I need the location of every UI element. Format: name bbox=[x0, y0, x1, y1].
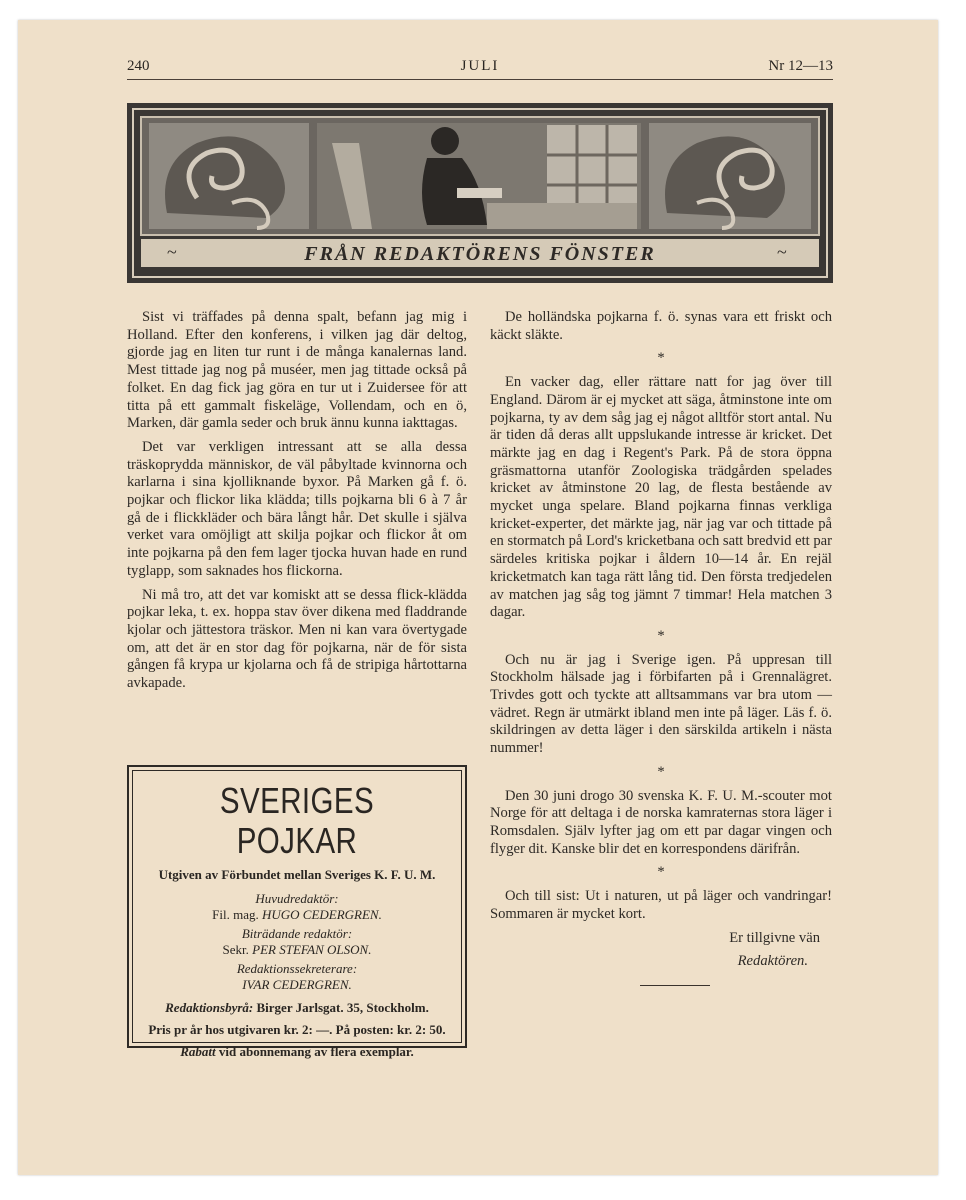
header-month: JULI bbox=[460, 58, 500, 74]
chief-editor-role: Huvudredaktör: bbox=[255, 891, 339, 906]
paragraph: Den 30 juni drogo 30 svenska K. F. U. M.-scouter mot Norge för att deltaga i de norska kamraternas stora läger i Romsdalen. Själv lyfter jag om ett par dagar vingen och flyger dit. Kanske blir det en korrespondens därifrån. bbox=[490, 787, 832, 857]
paragraph: Det var verkligen intressant att se alla dessa träskoprydda människor, de väl påbyltade kvinnorna och karlarna i sina kjolliknande byxor. På Marken gå f. ö. pojkar och flickor lika klädda; tills pojkarna bli 6 à 7 år gå de i flickkläder och bära långt hår. Det skulle i själva verket vara omöjligt att skilja pojkar och flickor åt om inte pojkarna på den fem lager tjocka huvan hade en rund tyglapp, som saknades hos flickorna. bbox=[127, 438, 467, 579]
closing-line: Er tillgivne vän bbox=[729, 929, 820, 946]
discount-text: vid abonnemang av flera exemplar. bbox=[218, 1044, 414, 1059]
paragraph: Sist vi träffades på denna spalt, befann jag mig i Holland. Efter den konferens, i vilken jag där deltog, gjorde jag en liten tur runt i de många kanalernas land. Mest tittade jag nog på muséer, men jag tittade också på folket. En dag fick jag göra en tur ut i Zuidersee för att titta på ett gammalt fiskeläge, Vollendam, och en ö, Marken, där gamla seder och bruk ännu kunna iakttagas. bbox=[127, 309, 467, 432]
chief-editor-name: HUGO CEDERGREN. bbox=[261, 907, 382, 922]
publisher-line: Utgiven av Förbundet mellan Sveriges K. F. U. M. bbox=[158, 867, 436, 882]
right-column bbox=[490, 309, 832, 986]
assistant-editor-role: Biträdande redaktör: bbox=[241, 926, 353, 941]
paragraph: Ni må tro, att det var komiskt att se dessa flick-klädda pojkar leka, t. ex. hoppa stav över dikena med fladdrande kjolar och jättestora träskor. Men ni kan vara övertygade om, att det är en stor dag för pojkarna, när de för sista gången få krypa ur kjolarna och få de stripiga hårtottarna avkapade. bbox=[127, 586, 467, 692]
office-label: Redaktionsbyrå: bbox=[165, 1000, 254, 1015]
closing-rule bbox=[640, 985, 710, 986]
paragraph: Och nu är jag i Sverige igen. På uppresan till Stockholm hälsade jag i förbifarten på i Grennalägret. Trivdes gott och tyckte att alltsammans var bra utom — vädret. Regn är utmärkt ibland men inte på läger. Läs f. ö. skildringen av detta läger i den särskilda artikeln i nästa nummer! bbox=[490, 651, 832, 757]
header-rule bbox=[127, 79, 833, 80]
paragraph: En vacker dag, eller rättare natt for jag över till England. Därom är ej mycket att säga, åtminstone inte om pojkarna, ty av dem såg jag ej något alltför stort antal. Nu är tiden då deras allt uppslukande intresse är kricket. Det märkte jag en dag i Regent's Park. På de stora öppna gräsmattorna utanför Zoologiska trädgården spelades kricket av åtminstone 20 lag, de flesta bestående av mycket unga spelare. Bland pojkarna finnas verkliga kricket-experter, det märkte jag, när jag var och tittade på en stormatch på Lord's kricketbana och satt bredvid ett par särdeles kritiska pojkar i åldern 10—14 år. En rejäl kricketmatch kan taga rätt lång tid. Den första tredjedelen av matchen jag såg tog jämnt 7 timmar! Hela matchen 3 dagar. bbox=[490, 374, 832, 621]
section-star: * bbox=[657, 763, 665, 780]
left-column bbox=[127, 309, 467, 699]
publication-title: SVERIGES POJKAR bbox=[219, 780, 375, 861]
issue-number: Nr 12—13 bbox=[768, 58, 833, 74]
page-header bbox=[127, 58, 833, 78]
masthead-box bbox=[127, 765, 467, 1059]
price-line: Pris pr år hos utgivaren kr. 2: —. På posten: kr. 2: 50. bbox=[148, 1022, 446, 1037]
assistant-editor-name: PER STEFAN OLSON. bbox=[252, 942, 372, 957]
column-banner bbox=[127, 103, 833, 283]
section-star: * bbox=[657, 864, 665, 881]
svg-text:~: ~ bbox=[777, 242, 787, 262]
paragraph: Och till sist: Ut i naturen, ut på läger och vandringar! Sommaren är mycket kort. bbox=[490, 888, 832, 922]
section-star: * bbox=[657, 627, 665, 644]
page-number: 240 bbox=[127, 58, 150, 74]
discount-label: Rabatt bbox=[180, 1044, 216, 1059]
banner-illustration bbox=[127, 103, 833, 283]
secretary-role: Redaktionssekreterare: bbox=[236, 961, 358, 976]
section-star: * bbox=[657, 350, 665, 367]
signature: Redaktören. bbox=[737, 953, 808, 970]
paragraph: De holländska pojkarna f. ö. synas vara ett friskt och käckt släkte. bbox=[490, 309, 832, 343]
secretary-name: IVAR CEDERGREN. bbox=[242, 977, 352, 992]
svg-text:~: ~ bbox=[167, 242, 177, 262]
chief-editor-prefix: Fil. mag. bbox=[212, 907, 259, 922]
banner-title: FRÅN REDAKTÖRENS FÖNSTER bbox=[304, 243, 656, 265]
office-address: Birger Jarlsgat. 35, Stockholm. bbox=[256, 1000, 429, 1015]
assistant-editor-prefix: Sekr. bbox=[222, 942, 249, 957]
discount-line bbox=[129, 1044, 465, 1060]
